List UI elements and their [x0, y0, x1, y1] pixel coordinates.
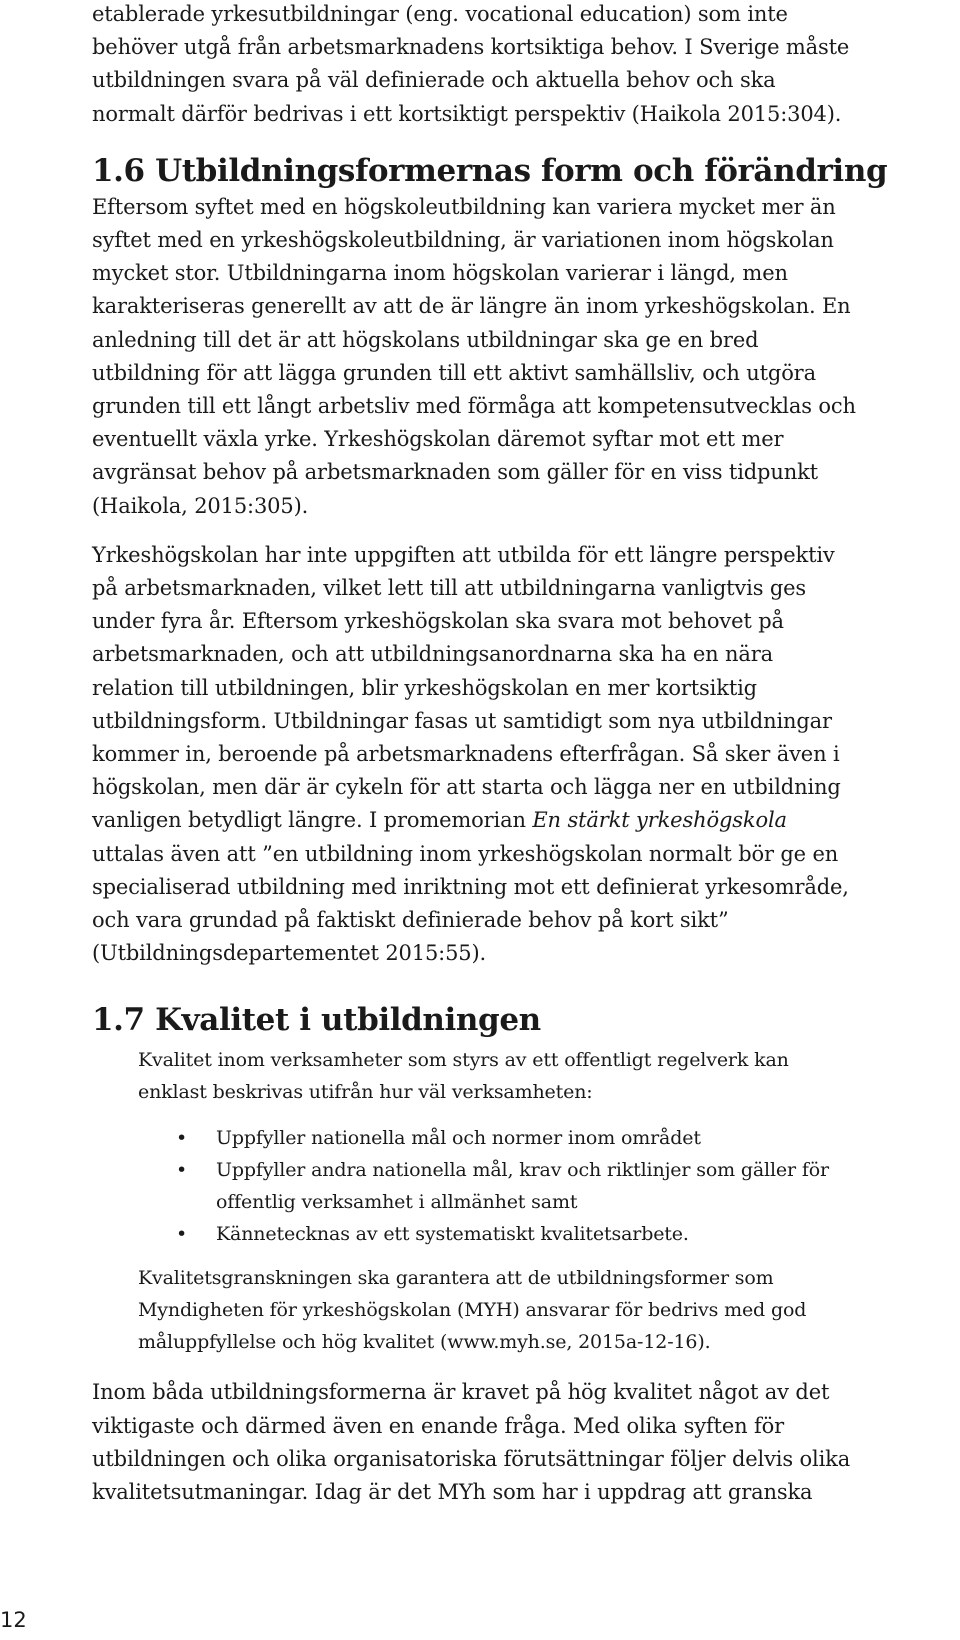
list-item: [138, 1122, 960, 1154]
section-heading-1-7: 1.7 Kvalitet i utbildningen: [92, 1002, 541, 1039]
text-line: syftet med en yrkeshögskoleutbildning, är variationen inom högskolan: [92, 228, 834, 253]
intro-paragraph: [92, 0, 960, 131]
text-line: anledning till det är att högskolans utbildningar ska ge en bred: [92, 327, 759, 352]
text-line: normalt därför bedrivas i ett kortsiktigt perspektiv (Haikola 2015:304).: [92, 101, 842, 126]
bullet-icon: •: [176, 1159, 188, 1182]
text-line: offentlig verksamhet i allmänhet samt: [216, 1191, 578, 1214]
text-line: specialiserad utbildning med inriktning mot ett definierat yrkesområde,: [92, 874, 849, 899]
quality-criteria-list: [138, 1122, 960, 1250]
text-line: Kvalitet inom verksamheter som styrs av ett offentligt regelverk kan: [138, 1049, 789, 1072]
text-line: arbetsmarknaden, och att utbildningsanordnarna ska ha en nära: [92, 642, 774, 667]
text-line: uttalas även att ”en utbildning inom yrkeshögskolan normalt bör ge en: [92, 841, 839, 866]
text-line: Kännetecknas av ett systematiskt kvalitetsarbete.: [216, 1223, 689, 1246]
section-1-7-final-paragraph: [92, 1376, 960, 1509]
section-1-7-intro: [138, 1044, 960, 1108]
text-line: på arbetsmarknaden, vilket lett till att utbildningarna vanligtvis ges: [92, 576, 807, 601]
text-line: (Utbildningsdepartementet 2015:55).: [92, 941, 487, 966]
bullet-icon: •: [176, 1223, 188, 1246]
text-line: Inom båda utbildningsformerna är kravet på hög kvalitet något av det: [92, 1380, 830, 1405]
text-line: viktigaste och därmed även en enande fråga. Med olika syften för: [92, 1413, 785, 1438]
text-line: kommer in, beroende på arbetsmarknadens efterfrågan. Så sker även i: [92, 742, 840, 767]
text-line: högskolan, men där är cykeln för att starta och lägga ner en utbildning: [92, 775, 841, 800]
text-line: måluppfyllelse och hög kvalitet (www.myh.se, 2015a-12-16).: [138, 1331, 711, 1354]
text-line: grunden till ett långt arbetsliv med förmåga att kompetensutvecklas och: [92, 394, 856, 419]
text-line: kvalitetsutmaningar. Idag är det MYh som har i uppdrag att granska: [92, 1480, 813, 1505]
text-line: Eftersom syftet med en högskoleutbildning kan variera mycket mer än: [92, 194, 836, 219]
page-number: 12: [0, 1608, 27, 1632]
section-heading-1-6: 1.6 Utbildningsformernas form och förändring: [92, 152, 888, 189]
text-line: avgränsat behov på arbetsmarknaden som gäller för en viss tidpunkt: [92, 460, 818, 485]
text-line: utbildningen och olika organisatoriska förutsättningar följer delvis olika: [92, 1446, 851, 1471]
text-line: behöver utgå från arbetsmarknadens kortsiktiga behov. I Sverige måste: [92, 35, 850, 60]
document-page: [92, 0, 960, 1509]
text-line: etablerade yrkesutbildningar (eng. vocational education) som inte: [92, 2, 788, 26]
list-item: [138, 1218, 960, 1250]
text-line: (Haikola, 2015:305).: [92, 493, 309, 518]
text-line: Yrkeshögskolan har inte uppgiften att utbilda för ett längre perspektiv: [92, 542, 835, 567]
text-line: Myndigheten för yrkeshögskolan (MYH) ansvarar för bedrivs med god: [138, 1299, 807, 1322]
text-line: utbildning för att lägga grunden till ett aktivt samhällsliv, och utgöra: [92, 360, 816, 385]
text-line: utbildningsform. Utbildningar fasas ut samtidigt som nya utbildningar: [92, 708, 832, 733]
section-1-6-paragraph-1: [92, 191, 960, 523]
bullet-icon: •: [176, 1127, 188, 1150]
section-1-7-indented-block: [138, 1044, 960, 1358]
text-line: utbildningen svara på väl definierade och aktuella behov och ska: [92, 68, 776, 93]
text-line: enklast beskrivas utifrån hur väl verksamheten:: [138, 1081, 593, 1104]
text-line: vanligen betydligt längre. I promemorian: [92, 808, 533, 833]
text-line: Kvalitetsgranskningen ska garantera att de utbildningsformer som: [138, 1267, 774, 1290]
text-line: Uppfyller andra nationella mål, krav och riktlinjer som gäller för: [216, 1159, 829, 1182]
text-line: under fyra år. Eftersom yrkeshögskolan ska svara mot behovet på: [92, 609, 784, 634]
text-line: eventuellt växla yrke. Yrkeshögskolan däremot syftar mot ett mer: [92, 427, 784, 452]
list-item: [138, 1154, 960, 1218]
text-line: mycket stor. Utbildningarna inom högskolan varierar i längd, men: [92, 261, 788, 286]
section-1-7-review-paragraph: [138, 1262, 960, 1358]
text-line: karakteriseras generellt av att de är längre än inom yrkeshögskolan. En: [92, 294, 851, 319]
section-1-6-paragraph-2: [92, 539, 960, 971]
memo-title: En stärkt yrkeshögskola: [532, 808, 787, 833]
text-line: Uppfyller nationella mål och normer inom området: [216, 1127, 701, 1150]
text-line: relation till utbildningen, blir yrkeshögskolan en mer kortsiktig: [92, 675, 757, 700]
text-line: och vara grundad på faktiskt definierade behov på kort sikt”: [92, 908, 729, 933]
